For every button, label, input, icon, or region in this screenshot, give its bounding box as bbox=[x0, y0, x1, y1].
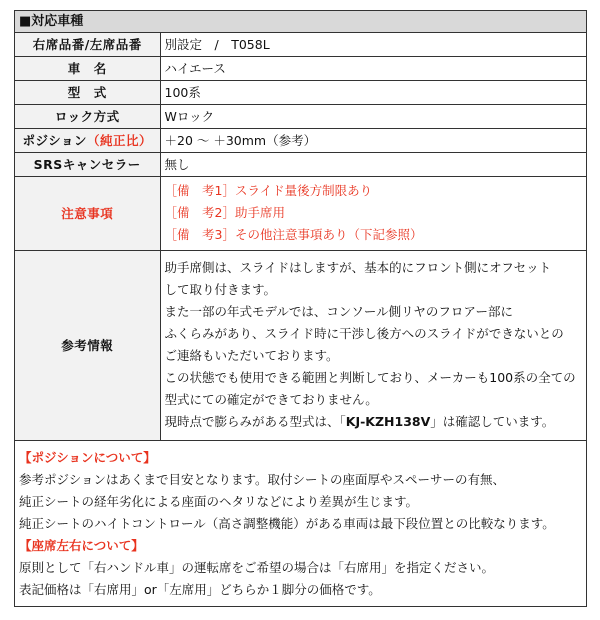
caution-label: 注意事項 bbox=[15, 176, 160, 250]
model-code: KJ-KZH138V bbox=[345, 414, 431, 429]
table-row bbox=[15, 176, 586, 250]
table-row bbox=[15, 56, 586, 80]
caution-item: ［備 考1］スライド量後方制限あり bbox=[164, 183, 373, 198]
caution-list bbox=[160, 176, 586, 250]
notes-section bbox=[15, 441, 586, 601]
position-notes-heading: 【ポジションについて】 bbox=[19, 449, 156, 465]
position-label bbox=[15, 128, 160, 152]
reference-line: ふくらみがあり、スライド時に干渉し後方へのスライドができないとの bbox=[164, 326, 564, 341]
seat-note-line: 原則として「右ハンドル車」の運転席をご希望の場合は「右席用」を指定ください。 bbox=[19, 559, 495, 575]
spec-table bbox=[15, 33, 586, 441]
srs-canceller-value: 無し bbox=[160, 152, 586, 176]
part-number-value: 別設定 / T058L bbox=[160, 33, 586, 56]
reference-last-prefix: 現時点で膨らみがある型式は、「 bbox=[164, 414, 346, 429]
reference-line: 助手席側は、スライドはしますが、基本的にフロント側にオフセット bbox=[164, 260, 552, 275]
lock-type-label: ロック方式 bbox=[15, 104, 160, 128]
reference-line: この状態でも使用できる範囲と判断しており、メーカーも100系の全ての bbox=[164, 370, 576, 385]
caution-item: ［備 考2］助手席用 bbox=[164, 205, 285, 220]
position-label-note: （純正比） bbox=[86, 133, 152, 148]
lock-type-value: Wロック bbox=[160, 104, 586, 128]
seat-note-line: 表記価格は「右席用」or「左席用」どちらか１脚分の価格です。 bbox=[19, 581, 381, 597]
reference-line: ご連絡もいただいております。 bbox=[164, 348, 339, 363]
model-type-value: 100系 bbox=[160, 80, 586, 104]
position-note-line: 純正シートの経年劣化による座面のヘタリなどにより差異が生じます。 bbox=[19, 493, 419, 509]
reference-line: また一部の年式モデルでは、コンソール側リヤのフロアー部に bbox=[164, 304, 514, 319]
table-row bbox=[15, 80, 586, 104]
srs-canceller-label: SRSキャンセラー bbox=[15, 152, 160, 176]
table-row bbox=[15, 152, 586, 176]
table-row bbox=[15, 250, 586, 440]
reference-text bbox=[160, 250, 586, 440]
vehicle-name-value: ハイエース bbox=[160, 56, 586, 80]
model-type-label: 型 式 bbox=[15, 80, 160, 104]
table-row bbox=[15, 33, 586, 56]
vehicle-name-label: 車 名 bbox=[15, 56, 160, 80]
table-row bbox=[15, 104, 586, 128]
position-value: ＋20 ～ ＋30mm（参考） bbox=[160, 128, 586, 152]
reference-line: 型式にての確定ができておりません。 bbox=[164, 392, 378, 407]
reference-label: 参考情報 bbox=[15, 250, 160, 440]
seat-notes-heading: 【座席左右について】 bbox=[19, 537, 144, 553]
reference-last-suffix: 」は確認しています。 bbox=[430, 414, 555, 429]
position-label-main: ポジション bbox=[22, 133, 87, 148]
section-header: ■対応車種 bbox=[15, 11, 586, 33]
compatibility-sheet bbox=[14, 10, 587, 607]
position-note-line: 参考ポジションはあくまで目安となります。取付シートの座面厚やスペーサーの有無、 bbox=[19, 471, 505, 487]
reference-line: して取り付きます。 bbox=[164, 282, 277, 297]
caution-item: ［備 考3］その他注意事項あり（下記参照） bbox=[164, 227, 423, 242]
reference-line-last bbox=[165, 411, 583, 433]
position-note-line: 純正シートのハイトコントロール（高さ調整機能）がある車両は最下段位置との比較なります。 bbox=[19, 515, 555, 531]
part-number-label: 右席品番/左席品番 bbox=[15, 33, 160, 56]
table-row bbox=[15, 128, 586, 152]
